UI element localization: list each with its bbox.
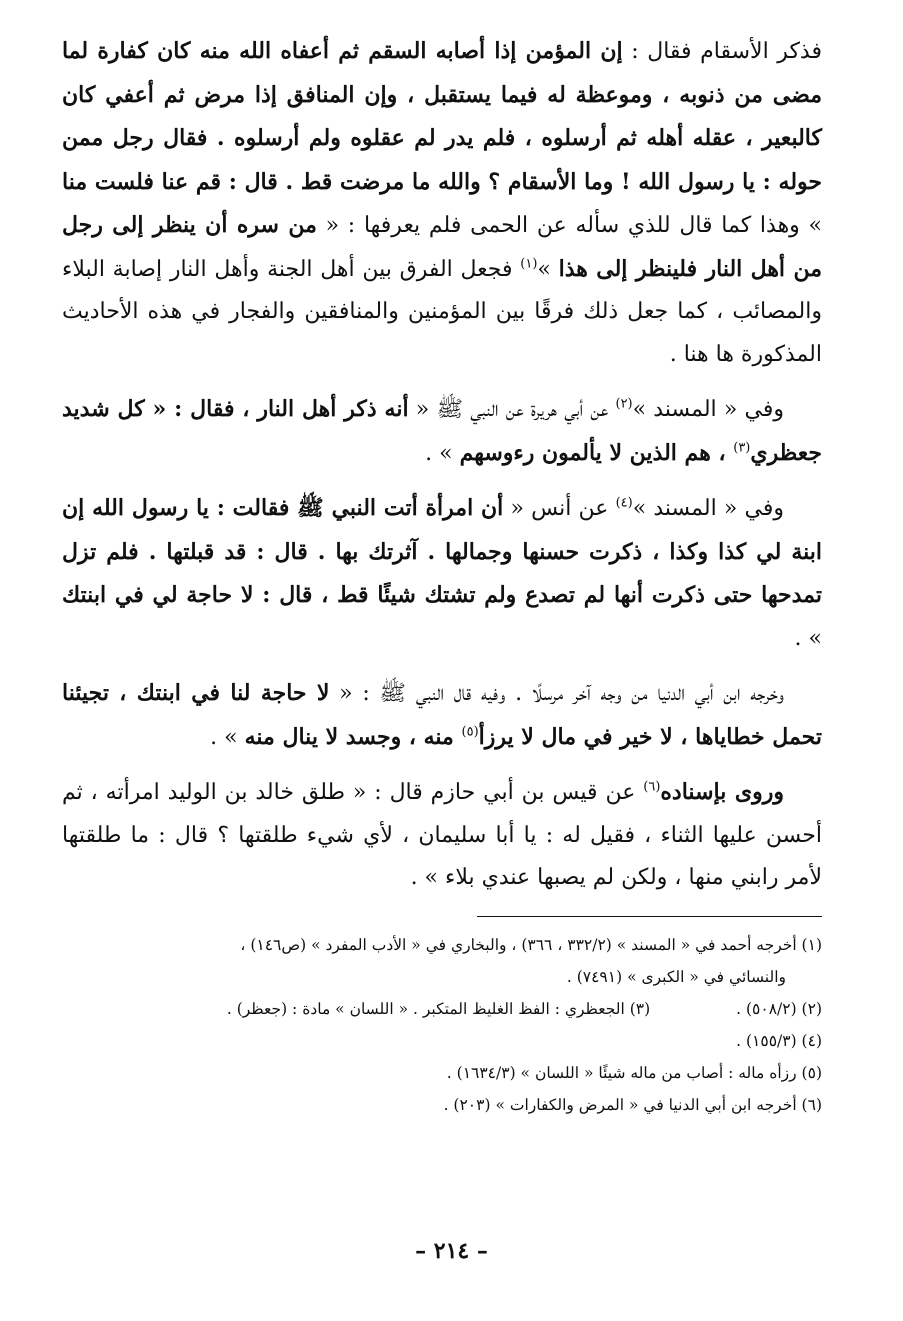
p1-connector: » وهذا كما قال للذي سأله عن الحمى فلم يعرفها : « [316,213,822,238]
footnote-ref-2: (٢) [615,396,633,412]
p4-close-quote: » . [210,724,245,750]
footnote-divider [477,916,822,917]
footnotes [62,929,822,1121]
footnote-ref-4: (٤) [615,495,633,511]
p4-intro: وخرجه ابن أبي الدنيا من وجه آخر مرسلًا . وفيه قال النبي ﷺ : « [329,681,784,706]
p2-hadith-quote-end: ، هم الذين لا يألمون رءوسهم [459,439,734,466]
paragraph-3 [62,487,822,660]
p4-hadith-quote-end: منه ، وجسد لا ينال منه [244,723,462,750]
footnote-ref-1: (١) [520,256,538,272]
page-number: – ٢١٤ – [415,1238,488,1264]
paragraph-4 [62,672,822,759]
p1-hadith-quote: إن المؤمن إذا أصابه السقم ثم أعفاه الله منه كان كفارة لما مضى من ذنوبه ، وموعظة له فيما يستقبل ، وإن المنافق إذا مرض ثم أعفي كان كالبعير ، عقله أهله ثم أرسلوه ، فلم يدر لم عقلوه ولم أرسلوه . فقال رجل ممن حوله : يا رسول الله ! وما الأسقام ؟ والله ما مرضت قط . قال : قم عنا فلست منا [62,38,822,195]
paragraph-5 [62,771,822,900]
footnote-2-3-line [62,993,822,1025]
p2-narrator: عن أبي هريرة عن النبي ﷺ « [408,397,616,422]
p3-source: وفي « المسند » [632,496,784,521]
paragraph-2 [62,388,822,475]
p5-intro: وروى بإسناده [660,779,784,805]
footnote-ref-6: (٦) [643,779,661,795]
footnote-2: (٢) (٥٠٨/٢) . [736,999,822,1018]
p1-hadith-quote-2: من سره أن ينظر إلى رجل من أهل النار فلينظر إلى هذا [62,212,822,282]
page-body [62,30,822,1121]
p3-close-quote: » . [794,625,822,651]
p3-narrator: عن أنس « [503,496,616,521]
p4-hadith-quote: لا حاجة لنا في ابنتك ، تجيئنا تحمل خطاياها ، لا خير في مال لا يرزأ [62,680,822,750]
p2-close-quote: » . [425,440,460,466]
footnote-1-line-1: (١) أخرجه أحمد في « المسند » (٣٣٢/٢ ، ٣٦٦) ، والبخاري في « الأدب المفرد » (ص١٤٦) ، [240,935,822,954]
p1-commentary: فجعل الفرق بين أهل الجنة وأهل النار إصابة البلاء والمصائب ، كما جعل ذلك فرقًا بين المؤمنين والمنافقين والفجار في هذه الأحاديث المذكورة ها هنا . [62,256,822,367]
paragraph-1 [62,30,822,376]
footnote-3: (٣) الجعظري : الفظ الغليظ المتكبر . « اللسان » مادة : (جعظر) . [226,999,651,1018]
p1-intro: فذكر الأسقام فقال : [622,39,822,64]
footnote-ref-5: (٥) [461,724,479,740]
footnote-6: (٦) أخرجه ابن أبي الدنيا في « المرض والكفارات » (٢٠٣) . [443,1095,822,1114]
p1-close-quote: » [537,256,559,282]
p3-hadith-quote: أن امرأة أتت النبي ﷺ فقالت : يا رسول الله إن ابنة لي كذا وكذا ، ذكرت حسنها وجمالها . آثرتك بها . قال : قد قبلتها . فلم تزل تمدحها حتى ذكرت أنها لم تصدع ولم تشتك شيئًا قط ، قال : لا حاجة لي في ابنتك [62,495,822,608]
footnote-5: (٥) رزأه ماله : أصاب من ماله شيئًا « اللسان » (١٦٣٤/٣) . [446,1063,822,1082]
footnote-1-line-2: والنسائي في « الكبرى » (٧٤٩١) . [566,967,786,986]
p5-narration: عن قيس بن أبي حازم قال : « طلق خالد بن الوليد امرأته ، ثم أحسن عليها الثناء ، فقيل له : يا أبا سليمان ، لأي شيء طلقتها ؟ قال : ما طلقتها لأمر رابني منها ، ولكن لم يصبها عندي بلاء » . [62,780,822,890]
footnote-ref-3: (٣) [733,440,751,456]
p2-source: وفي « المسند » [632,397,784,422]
footnote-4: (٤) (١٥٥/٣) . [736,1031,822,1050]
p2-hadith-quote: أنه ذكر أهل النار ، فقال : « كل شديد جعظري [62,396,822,466]
